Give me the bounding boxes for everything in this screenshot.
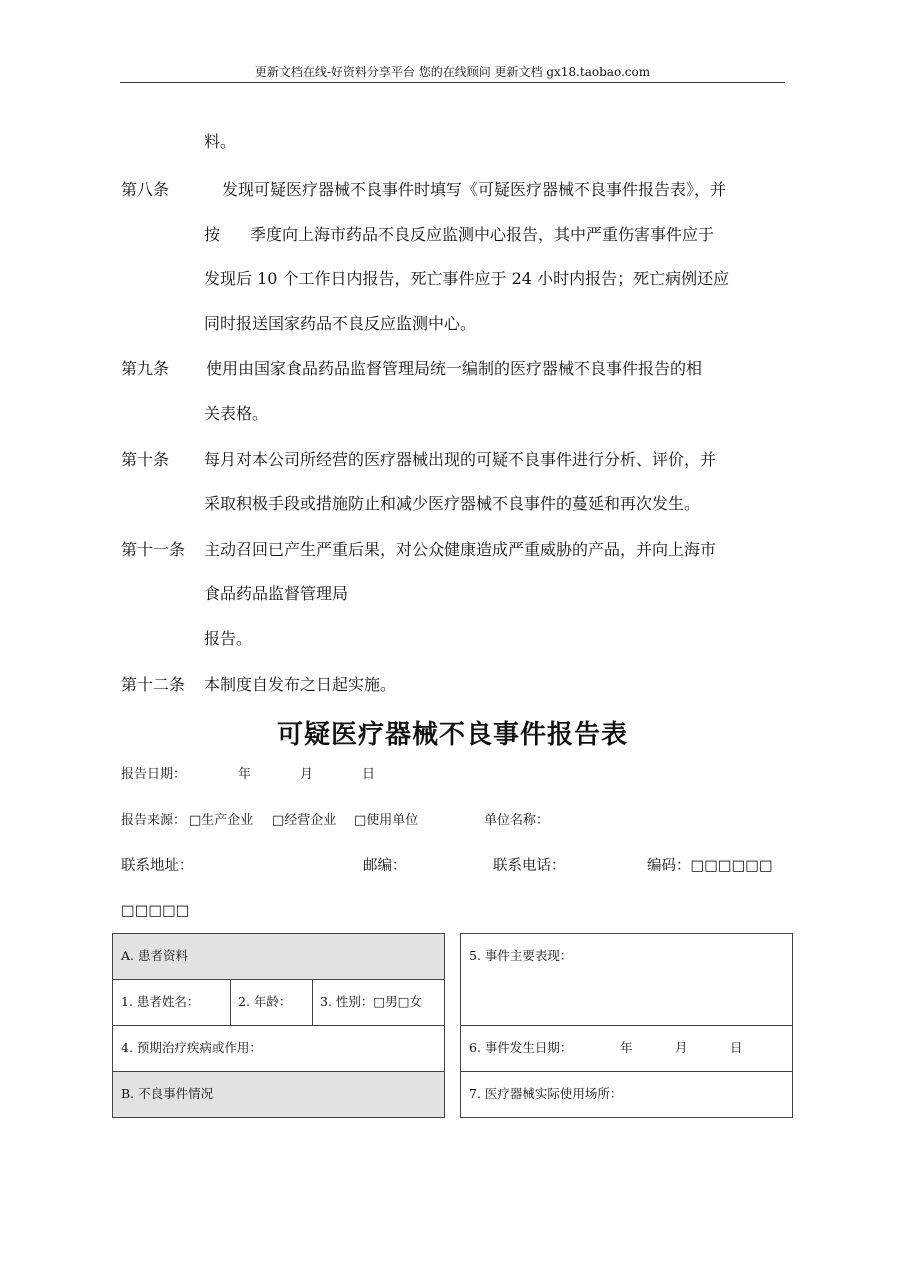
article-11-line-3: 报告。 bbox=[204, 629, 253, 648]
article-11-number: 第十一条 bbox=[121, 540, 186, 559]
patient-gender-label[interactable]: 3. 性别：□男□女 bbox=[320, 994, 423, 1009]
article-10-line-2: 采取积极手段或措施防止和减少医疗器械不良事件的蔓延和再次发生。 bbox=[204, 494, 701, 513]
code-boxes-continued: □□□□□ bbox=[121, 903, 190, 919]
contact-address-label: 联系地址： bbox=[121, 858, 194, 874]
usage-place-label: 7. 医疗器械实际使用场所： bbox=[469, 1086, 623, 1101]
article-12-number: 第十二条 bbox=[121, 675, 186, 694]
postcode-label: 邮编： bbox=[363, 858, 407, 874]
article-12-line-1: 本制度自发布之日起实施。 bbox=[204, 675, 397, 694]
event-date-day: 日 bbox=[730, 1040, 743, 1055]
table-divider bbox=[460, 1071, 793, 1072]
article-8-line-3: 发现后 10 个工作日内报告，死亡事件应于 24 小时内报告；死亡病例还应 bbox=[204, 269, 730, 288]
event-date-year: 年 bbox=[620, 1040, 633, 1055]
contact-phone-label: 联系电话： bbox=[493, 858, 566, 874]
form-title: 可疑医疗器械不良事件报告表 bbox=[276, 720, 628, 750]
article-11-line-2: 食品药品监督管理局 bbox=[204, 584, 349, 603]
event-date-label: 6. 事件发生日期： bbox=[469, 1040, 573, 1055]
report-date-label: 报告日期： bbox=[121, 767, 187, 782]
article-11-line-1: 主动召回已产生严重后果，对公众健康造成严重威胁的产品，并向上海市 bbox=[204, 540, 717, 559]
code-label: 编码：□□□□□□ bbox=[647, 858, 773, 874]
article-8-line-1: 发现可疑医疗器械不良事件时填写《可疑医疗器械不良事件报告表》，并 bbox=[222, 180, 727, 199]
report-date-day: 日 bbox=[362, 767, 376, 782]
source-option-manufacturer[interactable]: □生产企业 bbox=[189, 813, 254, 828]
report-date-year: 年 bbox=[238, 767, 252, 782]
article-8-number: 第八条 bbox=[121, 180, 170, 199]
article-9-number: 第九条 bbox=[121, 359, 170, 378]
section-a-title: A. 患者资料 bbox=[121, 948, 188, 963]
report-source-label: 报告来源： bbox=[121, 813, 187, 828]
article-10-line-1: 每月对本公司所经营的医疗器械出现的可疑不良事件进行分析、评价，并 bbox=[204, 450, 717, 469]
event-date-month: 月 bbox=[675, 1040, 688, 1055]
intended-treatment-label: 4. 预期治疗疾病或作用： bbox=[121, 1040, 262, 1055]
continued-text: 料。 bbox=[204, 132, 237, 151]
article-9-line-1: 使用由国家食品药品监督管理局统一编制的医疗器械不良事件报告的相 bbox=[206, 359, 703, 378]
table-divider bbox=[312, 979, 313, 1025]
article-9-line-2: 关表格。 bbox=[204, 404, 269, 423]
article-10-number: 第十条 bbox=[121, 450, 170, 469]
section-b-title: B. 不良事件情况 bbox=[121, 1086, 214, 1101]
table-divider bbox=[112, 1025, 445, 1026]
patient-name-label: 1. 患者姓名： bbox=[121, 994, 200, 1009]
article-8-line-4: 同时报送国家药品不良反应监测中心。 bbox=[204, 314, 477, 333]
unit-name-label: 单位名称： bbox=[484, 813, 550, 828]
table-divider bbox=[230, 979, 231, 1025]
source-option-user-unit[interactable]: □使用单位 bbox=[354, 813, 419, 828]
article-8-line-2a: 按 bbox=[204, 225, 221, 244]
patient-age-label: 2. 年龄： bbox=[238, 994, 292, 1009]
table-divider bbox=[460, 1025, 793, 1026]
page-header: 更新文档在线-好资料分享平台 您的在线顾问 更新文档 gx18.taobao.com bbox=[120, 64, 785, 83]
report-date-month: 月 bbox=[300, 767, 314, 782]
source-option-distributor[interactable]: □经营企业 bbox=[272, 813, 337, 828]
main-symptom-label: 5. 事件主要表现： bbox=[469, 948, 573, 963]
article-8-line-2b: 季度向上海市药品不良反应监测中心报告，其中严重伤害事件应于 bbox=[250, 225, 715, 244]
table-divider bbox=[112, 979, 445, 980]
